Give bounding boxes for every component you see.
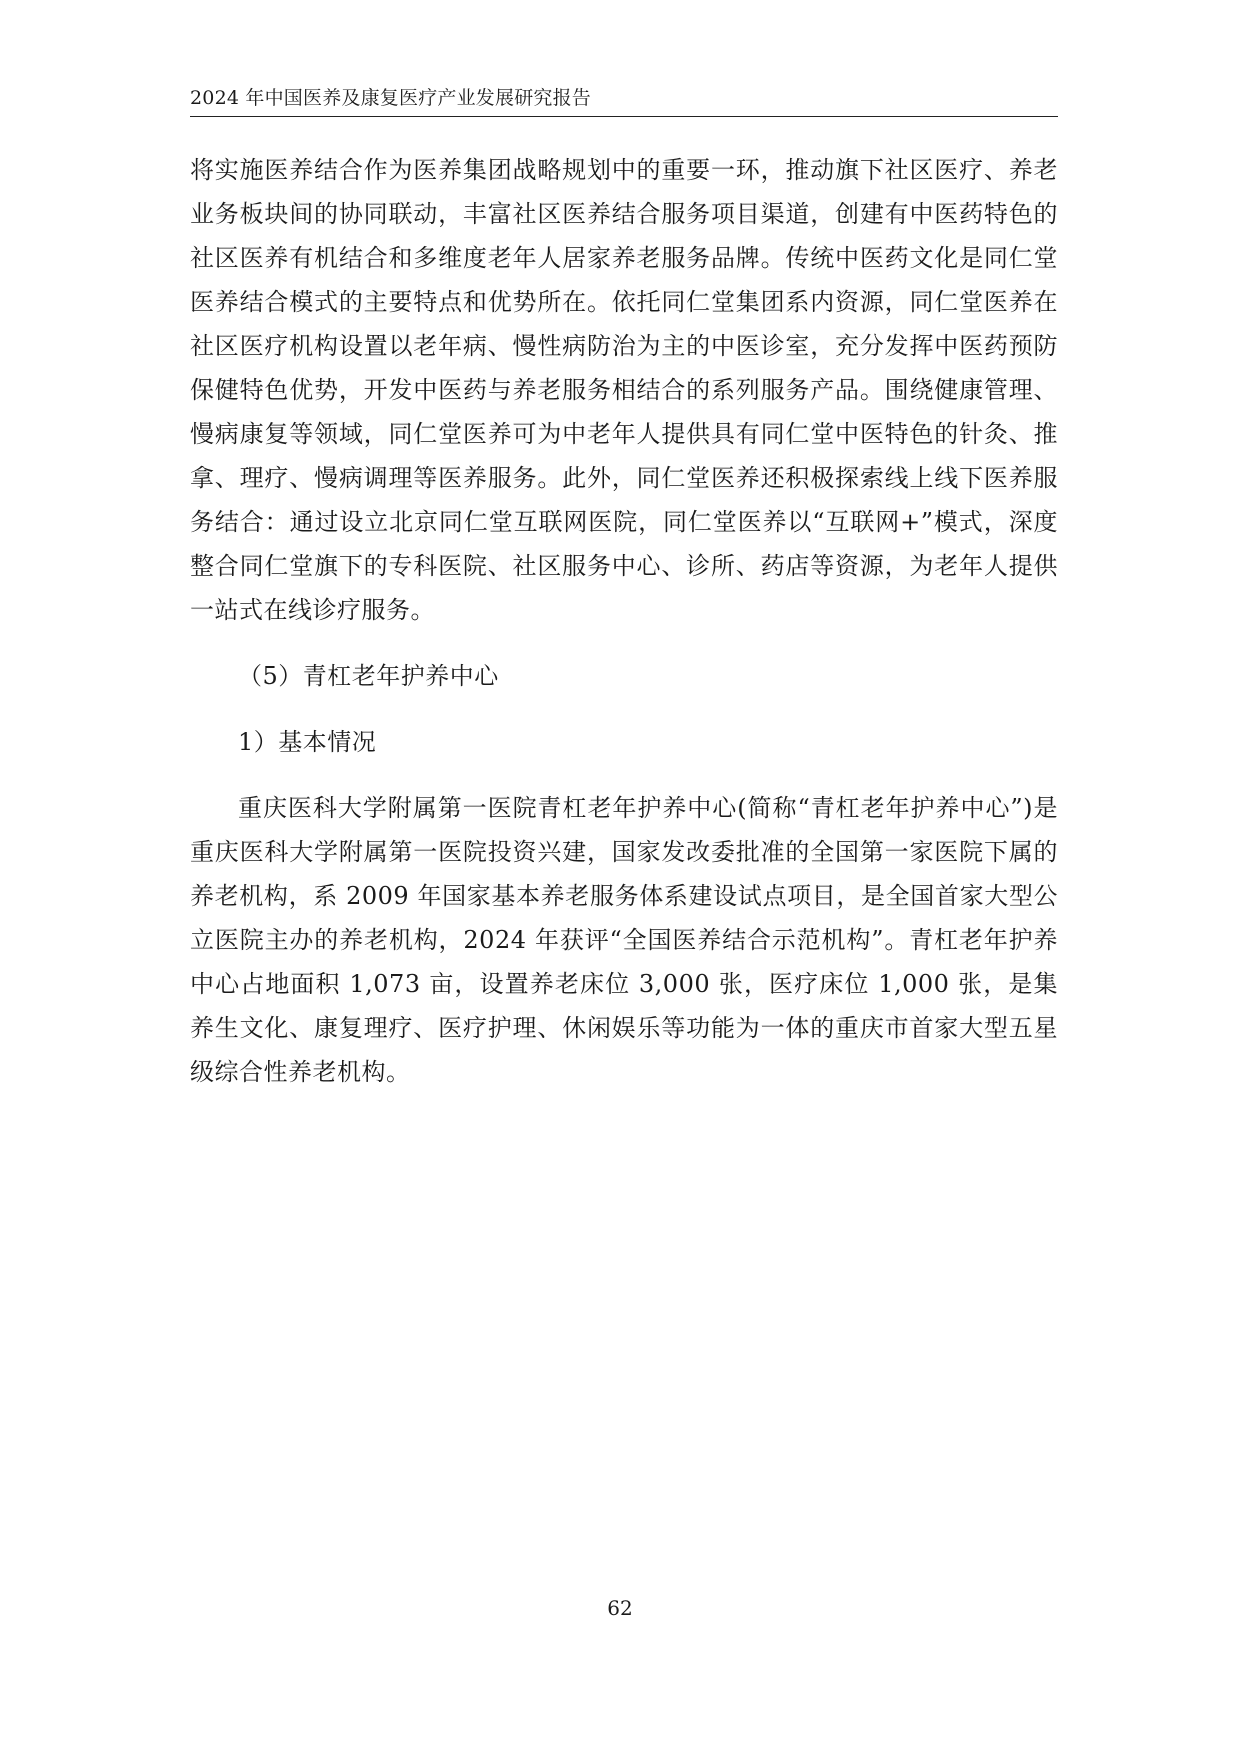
section-heading: （5）青杠老年护养中心 — [238, 662, 499, 690]
paragraph-continuation: 将实施医养结合作为医养集团战略规划中的重要一环，推动旗下社区医疗、养老业务板块间的协同联动，丰富社区医养结合服务项目渠道，创建有中医药特色的社区医养有机结合和多维度老年人居家养老服务品牌。传统中医药文化是同仁堂医养结合模式的主要特点和优势所在。依托同仁堂集团系内资源，同仁堂医养在社区医疗机构设置以老年病、慢性病防治为主的中医诊室，充分发挥中医药预防保健特色优势，开发中医药与养老服务相结合的系列服务产品。围绕健康管理、慢病康复等领域，同仁堂医养可为中老年人提供具有同仁堂中医特色的针灸、推拿、理疗、慢病调理等医养服务。此外，同仁堂医养还积极探索线上线下医养服务结合：通过设立北京同仁堂互联网医院，同仁堂医养以“互联网+”模式，深度整合同仁堂旗下的专科医院、社区服务中心、诊所、药店等资源，为老年人提供一站式在线诊疗服务。 — [190, 156, 1058, 624]
document-body — [190, 148, 1058, 1094]
subsection-heading: 1）基本情况 — [238, 728, 377, 756]
page-number: 62 — [607, 1596, 633, 1620]
paragraph-basic-info: 重庆医科大学附属第一医院青杠老年护养中心(简称“青杠老年护养中心”)是重庆医科大学附属第一医院投资兴建，国家发改委批准的全国第一家医院下属的养老机构，系 2009 年国家基本养老服务体系建设试点项目，是全国首家大型公立医院主办的养老机构，2024 年获评“全国医养结合示范机构”。青杠老年护养中心占地面积 1,073 亩，设置养老床位 3,000 张，医疗床位 1,000 张，是集养生文化、康复理疗、医疗护理、休闲娱乐等功能为一体的重庆市首家大型五星级综合性养老机构。 — [190, 794, 1058, 1086]
report-title: 2024 年中国医养及康复医疗产业发展研究报告 — [190, 87, 591, 109]
running-header — [190, 86, 1058, 117]
